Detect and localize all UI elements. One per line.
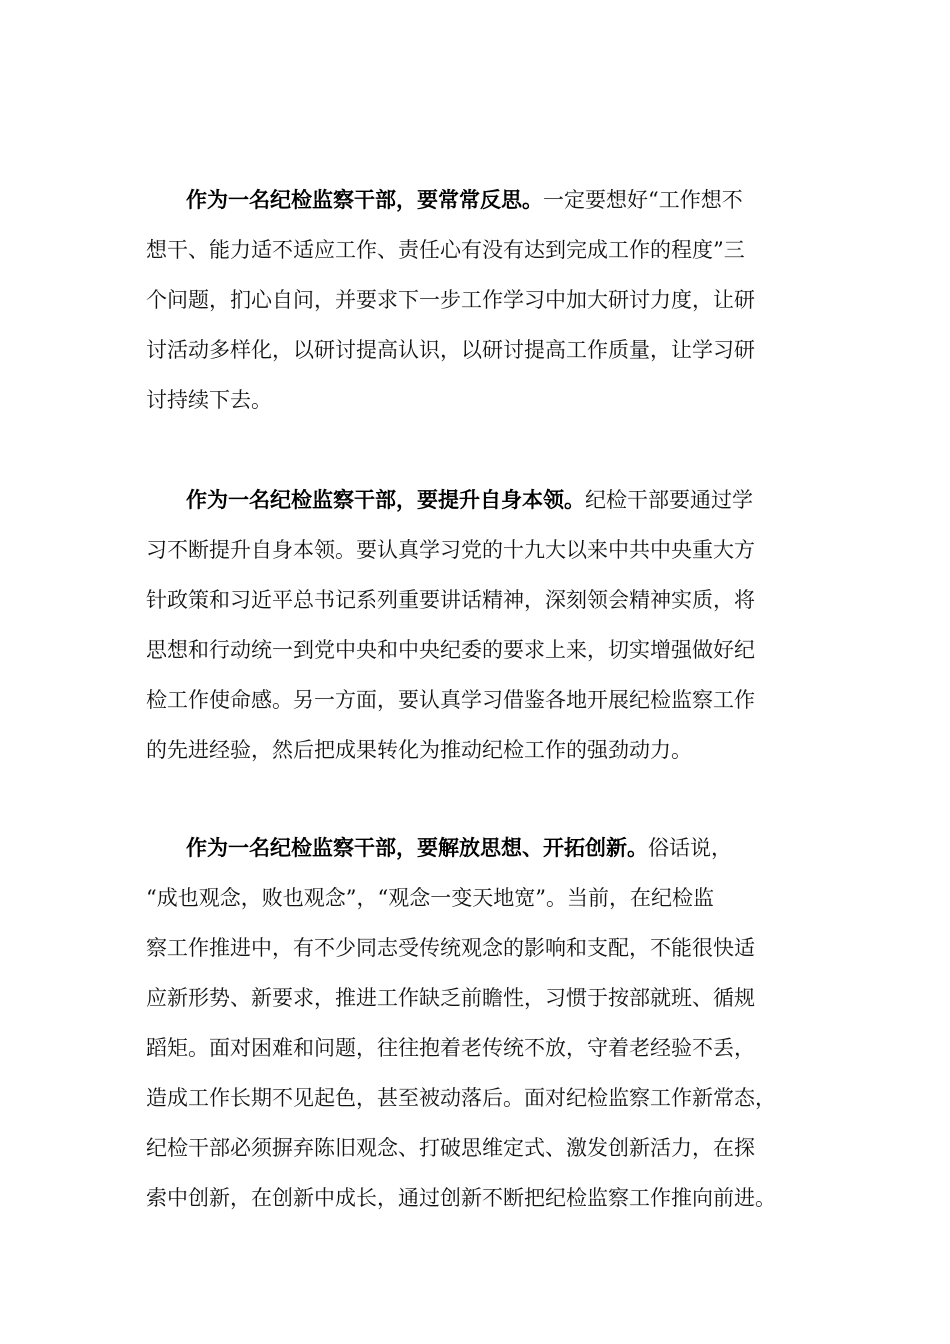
paragraph-line xyxy=(186,185,743,215)
paragraph-line: 讨持续下去。 xyxy=(146,388,272,412)
paragraph-line: 检工作使命感。另一方面，要认真学习借鉴各地开展纪检监察工作 xyxy=(146,688,755,712)
paragraph-line xyxy=(186,833,732,863)
paragraph-text: 纪检干部要通过学 xyxy=(585,488,753,512)
paragraph-line: 索中创新，在创新中成长，通过创新不断把纪检监察工作推向前进。 xyxy=(146,1186,776,1210)
paragraph-line: 针政策和习近平总书记系列重要讲话精神，深刻领会精神实质，将 xyxy=(146,588,755,612)
paragraph-line: 想干、能力适不适应工作、责任心有没有达到完成工作的程度”三 xyxy=(146,238,745,262)
paragraph-line: 习不断提升自身本领。要认真学习党的十九大以来中共中央重大方 xyxy=(146,538,755,562)
paragraph-line xyxy=(186,485,753,515)
paragraph-line: 造成工作长期不见起色，甚至被动落后。面对纪检监察工作新常态， xyxy=(146,1086,776,1110)
paragraph-line: 蹈矩。面对困难和问题，往往抱着老传统不放，守着老经验不丢， xyxy=(146,1036,755,1060)
paragraph-line: 应新形势、新要求，推进工作缺乏前瞻性，习惯于按部就班、循规 xyxy=(146,986,755,1010)
paragraph-line: “成也观念，败也观念”，“观念一变天地宽”。当前，在纪检监 xyxy=(146,886,714,910)
paragraph-text: 一定要想好“工作想不 xyxy=(543,188,743,212)
paragraph-line: 思想和行动统一到党中央和中央纪委的要求上来，切实增强做好纪 xyxy=(146,638,755,662)
paragraph-lead: 作为一名纪检监察干部，要提升自身本领。 xyxy=(186,488,585,512)
paragraph-line: 个问题，扪心自问，并要求下一步工作学习中加大研讨力度，让研 xyxy=(146,288,755,312)
paragraph-line: 讨活动多样化，以研讨提高认识，以研讨提高工作质量，让学习研 xyxy=(146,338,755,362)
paragraph-line: 察工作推进中，有不少同志受传统观念的影响和支配，不能很快适 xyxy=(146,936,755,960)
paragraph-lead: 作为一名纪检监察干部，要解放思想、开拓创新。 xyxy=(186,836,648,860)
paragraph-line: 纪检干部必须摒弃陈旧观念、打破思维定式、激发创新活力，在探 xyxy=(146,1136,755,1160)
paragraph-line: 的先进经验，然后把成果转化为推动纪检工作的强劲动力。 xyxy=(146,738,692,762)
paragraph-text: 俗话说， xyxy=(648,836,732,860)
paragraph-lead: 作为一名纪检监察干部，要常常反思。 xyxy=(186,188,543,212)
